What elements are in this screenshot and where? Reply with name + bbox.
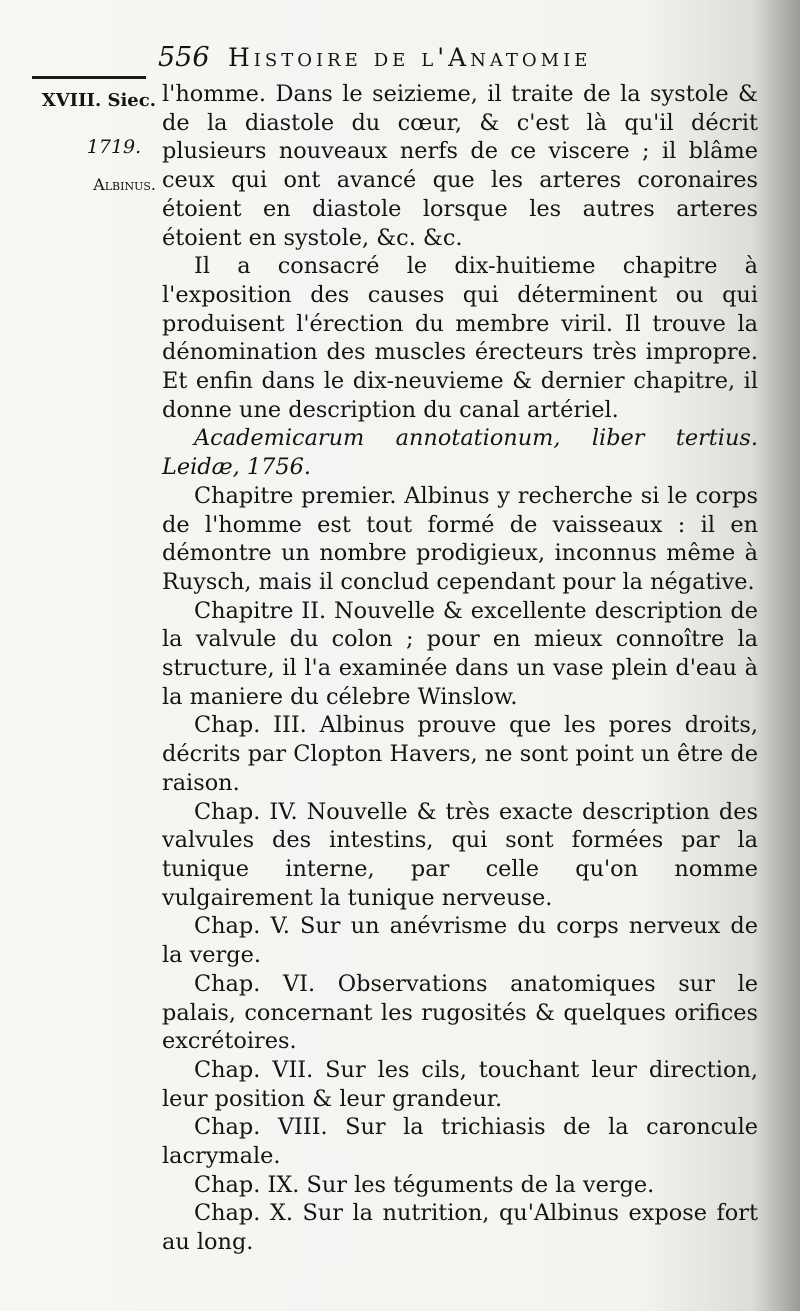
paragraph: Chapitre II. Nouvelle & excellente description de la valvule du colon ; pour en mieux connoître la structure, il l'a examinée dans un vase plein d'eau à la maniere du célebre Winslow. [162,597,758,710]
margin-rule [32,76,146,79]
paragraph: Chap. III. Albinus prouve que les pores droits, décrits par Clopton Havers, ne sont point un être de raison. [162,712,758,796]
paragraph: Chap. X. Sur la nutrition, qu'Albinus expose fort au long. [162,1200,758,1256]
paragraph: Chap. VIII. Sur la trichiasis de la caroncule lacrymale. [162,1114,758,1170]
page-header [158,42,770,78]
margin-year: 1719. [86,136,142,158]
margin-author: Albinus. [93,175,156,194]
paragraph: Chap. IV. Nouvelle & très exacte description des valvules des intestins, qui sont formées par la tunique interne, par celle qu'on nomme vulgairement la tunique nerveuse. [162,798,758,911]
margin-century: XVIII. Siec. [41,90,156,111]
paragraph: Chap. VI. Observations anatomiques sur le palais, concernant les rugosités & quelques orifices excrétoires. [162,970,758,1055]
page-number: 556 [158,42,210,73]
paragraph: Chap. IX. Sur les téguments de la verge. [194,1171,655,1198]
body-text [162,80,758,1257]
paragraph: Chap. V. Sur un anévrisme du corps nerveux de la verge. [162,913,758,969]
paragraph: Il a consacré le dix-huitieme chapitre à l'exposition des causes qui déterminent ou qui produisent l'érection du membre viril. Il trouve la dénomination des muscles érecteurs très impropre. Et enfin dans le dix-neuvieme & dernier chapitre, il donne une description du canal artériel. [162,253,758,423]
paragraph: Chapitre premier. Albinus y recherche si le corps de l'homme est tout formé de vaisseaux : il en démontre un nombre prodigieux, inconnus même à Ruysch, mais il conclud cependant pour la négative. [162,482,758,595]
paragraph: Chap. VII. Sur les cils, touchant leur direction, leur position & leur grandeur. [162,1056,758,1112]
paragraph: l'homme. Dans le seizieme, il traite de la systole & de la diastole du cœur, & c'est là qu'il décrit plusieurs nouveaux nerfs de ce viscere ; il blâme ceux qui ont avancé que les arteres coronaires étoient en diastole lorsque les autres arteres étoient en systole, &c. &c. [162,81,758,251]
book-citation: Academicarum annotationum, liber tertius. Leidæ, 1756. [162,425,758,481]
running-title: Histoire de l'Anatomie [228,43,592,72]
